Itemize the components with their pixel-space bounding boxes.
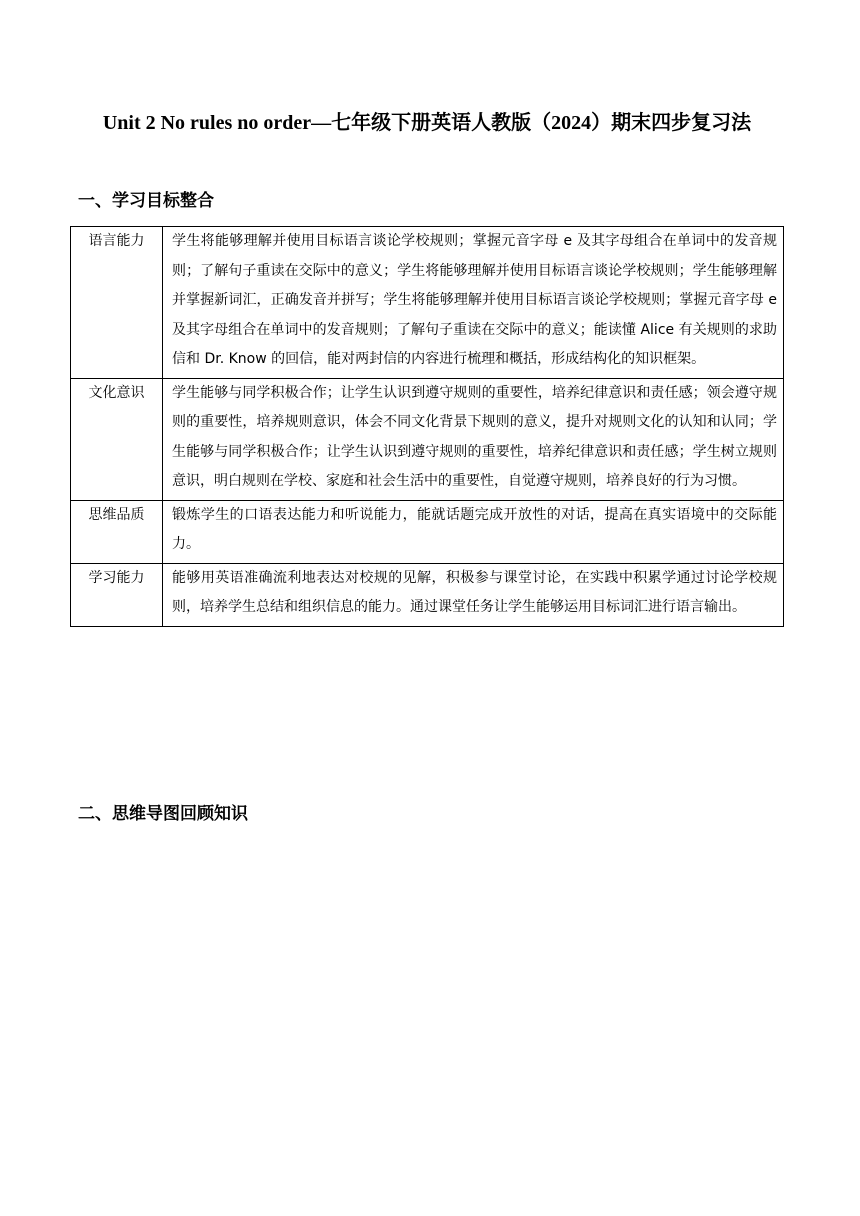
section-heading-learning-goals: 一、学习目标整合 <box>78 191 214 211</box>
table-row <box>71 500 784 563</box>
document-title: Unit 2 No rules no order—七年级下册英语人教版（2024）期末四步复习法 <box>102 112 752 134</box>
row-label: 思维品质 <box>71 500 163 563</box>
row-content: 学生能够与同学积极合作；让学生认识到遵守规则的重要性，培养纪律意识和责任感；领会遵守规则的重要性，培养规则意识，体会不同文化背景下规则的意义，提升对规则文化的认知和认同；学生能够与同学积极合作；让学生认识到遵守规则的重要性，培养纪律意识和责任感；学生树立规则意识，明白规则在学校、家庭和社会生活中的重要性，自觉遵守规则，培养良好的行为习惯。 <box>163 378 784 500</box>
row-label: 语言能力 <box>71 227 163 379</box>
table-row <box>71 563 784 626</box>
row-label: 学习能力 <box>71 563 163 626</box>
row-label: 文化意识 <box>71 378 163 500</box>
row-content: 学生将能够理解并使用目标语言谈论学校规则；掌握元音字母 e 及其字母组合在单词中的发音规则；了解句子重读在交际中的意义；学生将能够理解并使用目标语言谈论学校规则；学生能够理解并掌握新词汇，正确发音并拼写；学生将能够理解并使用目标语言谈论学校规则；掌握元音字母 e 及其字母组合在单词中的发音规则；了解句子重读在交际中的意义；能读懂 Alice 有关规则的求助信和 Dr. Know 的回信，能对两封信的内容进行梳理和概括，形成结构化的知识框架。 <box>163 227 784 379</box>
row-content: 能够用英语准确流利地表达对校规的见解，积极参与课堂讨论，在实践中积累学通过讨论学校规则，培养学生总结和组织信息的能力。通过课堂任务让学生能够运用目标词汇进行语言输出。 <box>163 563 784 626</box>
table-row <box>71 227 784 379</box>
learning-goals-table <box>70 226 784 627</box>
table-row <box>71 378 784 500</box>
row-content: 锻炼学生的口语表达能力和听说能力，能就话题完成开放性的对话，提高在真实语境中的交际能力。 <box>163 500 784 563</box>
section-heading-mind-map: 二、思维导图回顾知识 <box>78 804 248 824</box>
